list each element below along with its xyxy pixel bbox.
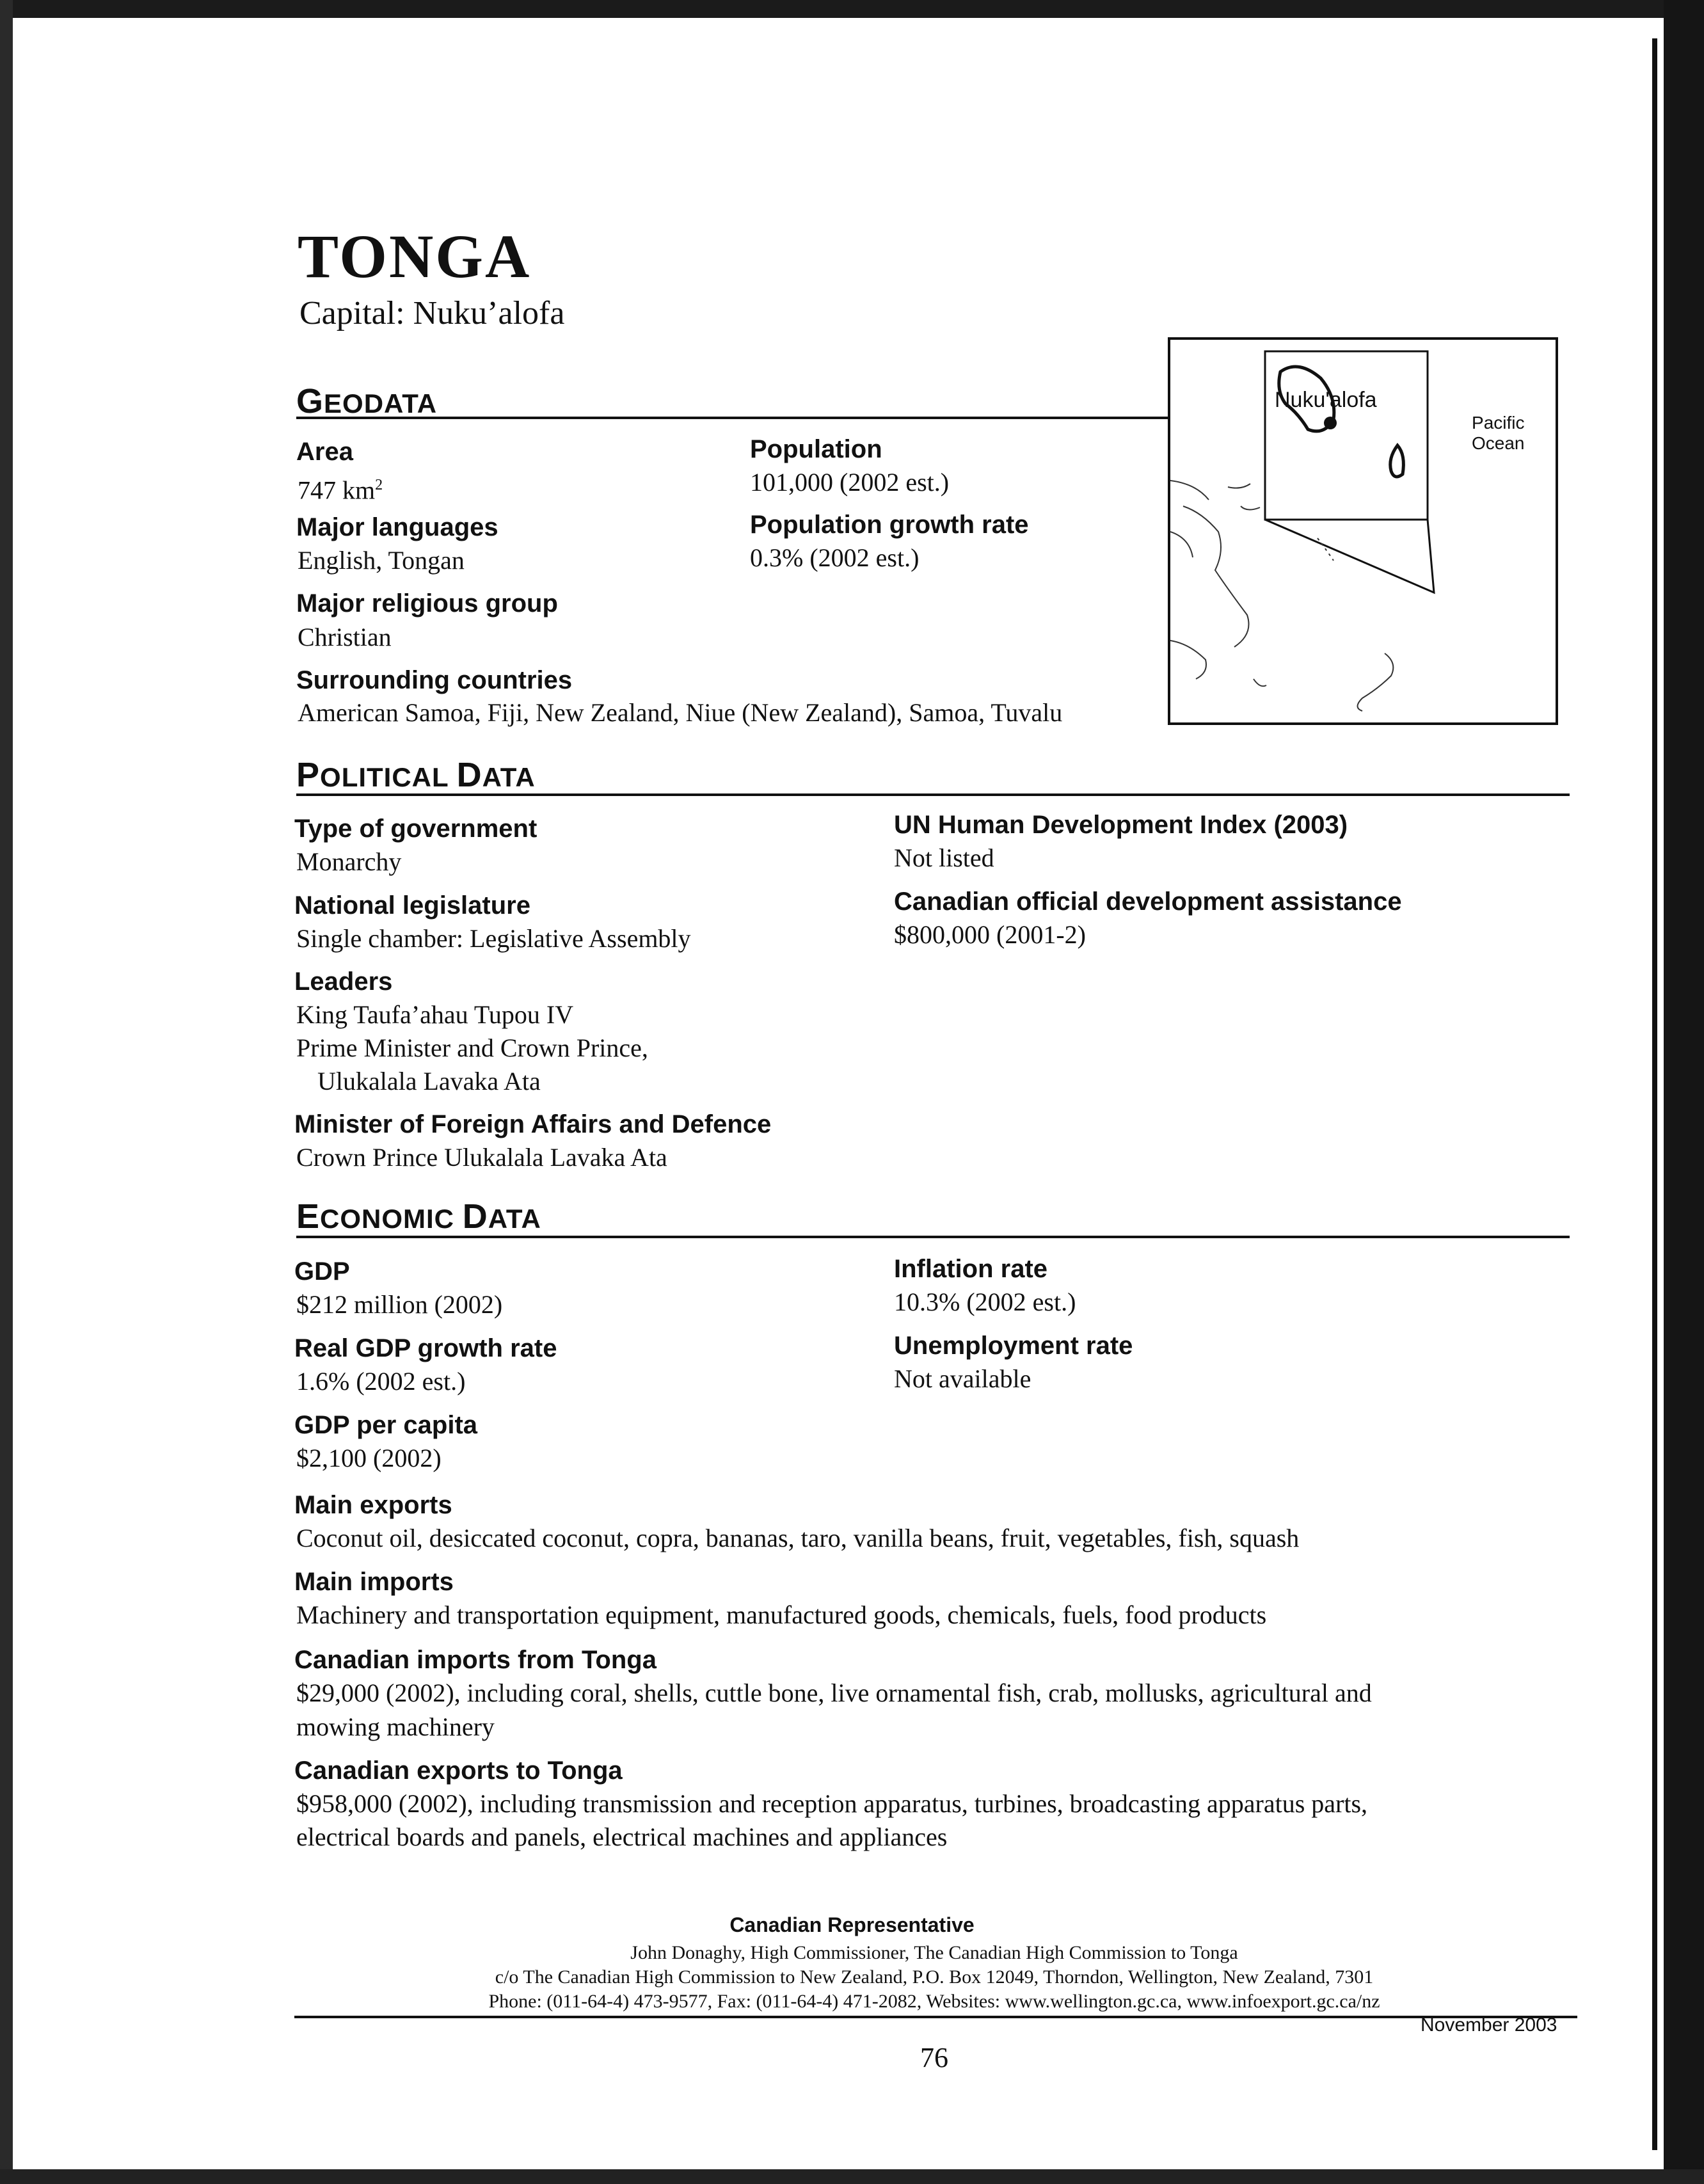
pacific-islands: [1228, 484, 1260, 510]
footer-date: November 2003: [1421, 2014, 1557, 2036]
imports-label: Main imports: [294, 1568, 454, 1596]
inflation-label: Inflation rate: [894, 1255, 1048, 1283]
gdp-capita-label: GDP per capita: [294, 1411, 478, 1439]
government-label: Type of government: [294, 815, 537, 843]
political-heading-initial: P: [296, 756, 321, 794]
economic-heading-rest: ATA: [488, 1204, 541, 1234]
political-heading-rest: ATA: [482, 762, 536, 792]
gdp-label: GDP: [294, 1257, 350, 1286]
political-heading-d: D: [456, 756, 482, 794]
legislature-value: Single chamber: Legislative Assembly: [296, 924, 691, 953]
gdp-capita-value: $2,100 (2002): [296, 1444, 442, 1472]
leaders-label: Leaders: [294, 968, 393, 996]
economic-heading-d: D: [462, 1197, 488, 1236]
area-label: Area: [296, 438, 353, 466]
leaders-line3: Ulukalala Lavaka Ata: [317, 1067, 541, 1096]
surrounding-label: Surrounding countries: [296, 666, 573, 694]
canadian-imports-line2: mowing machinery: [296, 1712, 495, 1741]
political-heading: [296, 755, 536, 795]
canadian-exports-label: Canadian exports to Tonga: [294, 1757, 623, 1785]
geodata-heading: [296, 381, 437, 421]
political-heading-mid: OLITICAL: [320, 762, 457, 792]
nukualofa-marker: [1324, 417, 1337, 429]
growth-label: Population growth rate: [750, 511, 1029, 539]
unemployment-label: Unemployment rate: [894, 1332, 1133, 1360]
economic-heading-mid: CONOMIC: [320, 1204, 463, 1234]
country-title: TONGA: [298, 222, 532, 291]
map-ocean-label-line2: Ocean: [1472, 433, 1525, 453]
map-ocean-label-line1: Pacific: [1472, 413, 1525, 433]
new-zealand-coast: [1358, 653, 1394, 711]
foreign-minister-label: Minister of Foreign Affairs and Defence: [294, 1110, 772, 1138]
tasmania: [1254, 679, 1266, 686]
inflation-value: 10.3% (2002 est.): [894, 1287, 1076, 1316]
legislature-label: National legislature: [294, 891, 530, 920]
geodata-rule: [296, 417, 1168, 419]
map-inset-frame: [1265, 351, 1428, 520]
map-ocean-label: [1472, 413, 1525, 454]
exports-label: Main exports: [294, 1491, 452, 1519]
canadian-exports-line2: electrical boards and panels, electrical machines and appliances: [296, 1822, 948, 1851]
footer-line-3: Phone: (011-64-4) 473-9577, Fax: (011-64-4) 471-2082, Websites: www.wellington.gc.ca, www.infoexport.gc.ca/nz: [488, 1991, 1380, 2012]
leaders-line1: King Taufa’ahau Tupou IV: [296, 1000, 574, 1029]
unemployment-value: Not available: [894, 1364, 1031, 1393]
foreign-minister-value: Crown Prince Ulukalala Lavaka Ata: [296, 1143, 667, 1172]
area-value-sup: 2: [375, 477, 383, 493]
oda-label: Canadian official development assistance: [894, 888, 1402, 916]
gdp-value: $212 million (2002): [296, 1290, 503, 1319]
page-number: 76: [920, 2042, 948, 2073]
capital-line: Capital: Nuku’alofa: [299, 295, 565, 331]
area-value: [298, 468, 383, 507]
map-city-label: Nuku'alofa: [1275, 388, 1377, 412]
growth-value: 0.3% (2002 est.): [750, 543, 920, 572]
languages-value: English, Tongan: [298, 546, 465, 575]
economic-heading: [296, 1197, 541, 1236]
canadian-exports-line1: $958,000 (2002), including transmission and reception apparatus, turbines, broadcasting apparatus parts,: [296, 1789, 1368, 1818]
surrounding-value: American Samoa, Fiji, New Zealand, Niue (New Zealand), Samoa, Tuvalu: [298, 698, 1063, 727]
religion-label: Major religious group: [296, 589, 558, 618]
scan-border-top: [0, 0, 1704, 18]
canadian-imports-label: Canadian imports from Tonga: [294, 1646, 657, 1674]
footer-heading: Canadian Representative: [729, 1913, 975, 1936]
economic-rule: [296, 1236, 1570, 1238]
economic-heading-initial: E: [296, 1197, 321, 1236]
geodata-heading-rest: EODATA: [324, 388, 438, 418]
exports-value: Coconut oil, desiccated coconut, copra, bananas, taro, vanilla beans, fruit, vegetables, fish, squash: [296, 1524, 1300, 1552]
footer-line-1: John Donaghy, High Commissioner, The Canadian High Commission to Tonga: [630, 1942, 1238, 1963]
languages-label: Major languages: [296, 513, 498, 541]
eua-island: [1390, 445, 1404, 477]
gdp-growth-value: 1.6% (2002 est.): [296, 1367, 466, 1396]
footer-rule: [294, 2016, 1577, 2018]
area-value-text: 747 km: [298, 475, 376, 505]
political-rule: [296, 793, 1570, 796]
scan-binding-line: [1652, 38, 1657, 2150]
map-zoom-lines: [1265, 520, 1434, 593]
government-value: Monarchy: [296, 847, 402, 876]
australia-south-coast: [1170, 641, 1206, 679]
island-chain: [1318, 538, 1334, 561]
gdp-growth-label: Real GDP growth rate: [294, 1334, 557, 1362]
canadian-imports-line1: $29,000 (2002), including coral, shells, cuttle bone, live ornamental fish, crab, mollusks, agricultural and: [296, 1678, 1372, 1707]
population-value: 101,000 (2002 est.): [750, 468, 950, 497]
scan-border-left: [0, 0, 13, 2184]
scan-border-right: [1664, 0, 1704, 2184]
leaders-line2: Prime Minister and Crown Prince,: [296, 1033, 648, 1062]
population-label: Population: [750, 435, 882, 463]
scan-border-bottom: [0, 2169, 1704, 2184]
oda-value: $800,000 (2001-2): [894, 920, 1086, 949]
footer-line-2: c/o The Canadian High Commission to New Zealand, P.O. Box 12049, Thorndon, Wellington, New Zealand, 7301: [495, 1966, 1374, 1988]
imports-value: Machinery and transportation equipment, manufactured goods, chemicals, fuels, food products: [296, 1600, 1267, 1629]
religion-value: Christian: [298, 623, 392, 651]
geodata-heading-initial: G: [296, 382, 324, 420]
australia-coast: [1170, 481, 1249, 647]
hdi-value: Not listed: [894, 843, 994, 872]
hdi-label: UN Human Development Index (2003): [894, 811, 1348, 839]
